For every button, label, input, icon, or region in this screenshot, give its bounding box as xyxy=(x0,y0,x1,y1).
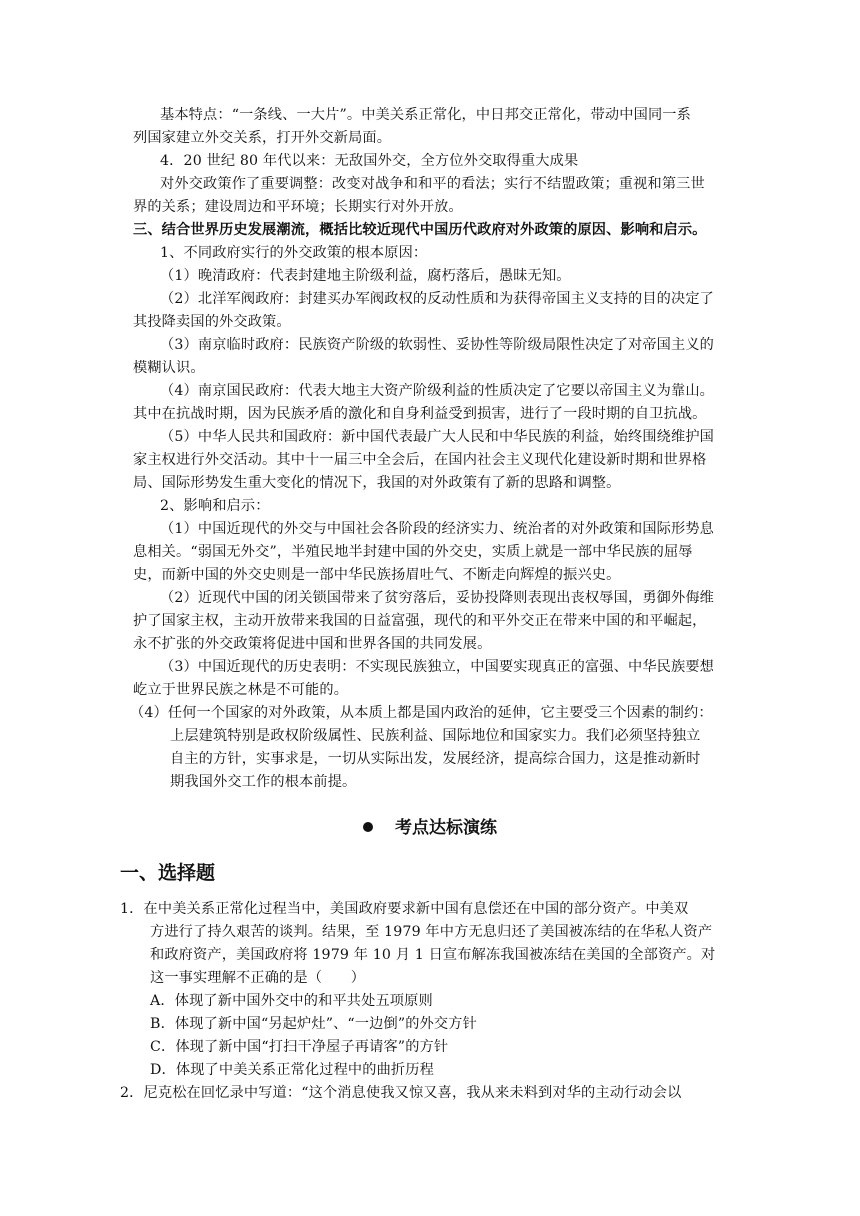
text-line: （1）晚清政府：代表封建地主阶级利益，腐朽落后，愚昧无知。 xyxy=(160,268,571,284)
text-line: 局、国际形势发生重大变化的情况下，我国的对外政策有了新的思路和调整。 xyxy=(133,475,621,491)
option-b: B．体现了新中国“另起炉灶”、“一边倒”的外交方针 xyxy=(150,1016,477,1032)
question-line: 和政府资产，美国政府将 1979 年 10 月 1 日宣布解冻我国被冻结在美国的全部资产。对 xyxy=(150,947,716,963)
section-heading: 三、结合世界历史发展潮流，概括比较近现代中国历代政府对外政策的原因、影响和启示。 xyxy=(133,222,707,238)
option-d: D．体现了中美关系正常化过程中的曲折历程 xyxy=(150,1062,434,1078)
text-line: （3）南京临时政府：民族资产阶级的软弱性、妥协性等阶级局限性决定了对帝国主义的 xyxy=(160,337,715,353)
text-line: 模糊认识。 xyxy=(133,360,205,376)
text-line: （4）任何一个国家的对外政策，从本质上都是国内政治的延伸，它主要受三个因素的制约： xyxy=(130,705,713,721)
text-line: 其中在抗战时期，因为民族矛盾的激化和自身利益受到损害，进行了一段时期的自卫抗战。 xyxy=(133,406,707,422)
option-c: C．体现了新中国“打扫干净屋子再请客”的方针 xyxy=(150,1039,449,1055)
text-line: 屹立于世界民族之林是不可能的。 xyxy=(133,682,349,698)
option-a: A．体现了新中国外交中的和平共处五项原则 xyxy=(150,993,433,1009)
text-line: （3）中国近现代的历史表明：不实现民族独立，中国要实现真正的富强、中华民族要想 xyxy=(160,659,715,675)
text-line: （1）中国近现代的外交与中国社会各阶段的经济实力、统治者的对外政策和国际形势息 xyxy=(160,521,715,537)
text-line: （2）北洋军阀政府：封建买办军阀政权的反动性质和为获得帝国主义支持的目的决定了 xyxy=(160,291,715,307)
bullet-icon xyxy=(363,822,373,832)
text-line: 其投降卖国的外交政策。 xyxy=(133,314,291,330)
text-line: （4）南京国民政府：代表大地主大资产阶级利益的性质决定了它要以帝国主义为靠山。 xyxy=(160,383,715,399)
question-line: 2．尼克松在回忆录中写道：“这个消息使我又惊又喜，我从来未料到对华的主动行动会以 xyxy=(120,1085,682,1101)
section-title xyxy=(0,813,860,838)
text-line: 界的关系；建设周边和平环境；长期实行对外开放。 xyxy=(133,199,463,215)
text-line: 2、影响和启示： xyxy=(160,498,270,514)
text-line: 永不扩张的外交政策将促进中国和世界各国的共同发展。 xyxy=(133,636,492,652)
text-line: （5）中华人民共和国政府：新中国代表最广大人民和中华民族的利益，始终围绕维护国 xyxy=(160,429,715,445)
question-line: 1．在中美关系正常化过程当中，美国政府要求新中国有息偿还在中国的部分资产。中美双 xyxy=(120,901,689,917)
text-line: 息相关。“弱国无外交”，半殖民地半封建中国的外交史，实质上就是一部中华民族的屈辱 xyxy=(133,544,693,560)
text-line: 家主权进行外交活动。其中十一届三中全会后，在国内社会主义现代化建设新时期和世界格 xyxy=(133,452,707,468)
text-line: 基本特点：“一条线、一大片”。中美关系正常化，中日邦交正常化，带动中国同一系 xyxy=(160,107,691,123)
section-title-text: 考点达标演练 xyxy=(395,818,497,838)
text-line: 对外交政策作了重要调整：改变对战争和和平的看法；实行不结盟政策；重视和第三世 xyxy=(160,176,705,192)
text-line: 4．20 世纪 80 年代以来：无敌国外交，全方位外交取得重大成果 xyxy=(160,153,579,169)
text-line: 列国家建立外交关系，打开外交新局面。 xyxy=(133,130,392,146)
text-line: （2）近现代中国的闭关锁国带来了贫穷落后，妥协投降则表现出丧权辱国，勇御外侮维 xyxy=(160,590,715,606)
question-line: 方进行了持久艰苦的谈判。结果，至 1979 年中方无息归还了美国被冻结的在华私人资产 xyxy=(150,924,713,940)
text-line: 1、不同政府实行的外交政策的根本原因： xyxy=(160,245,428,261)
text-line: 史，而新中国的外交史则是一部中华民族扬眉吐气、不断走向辉煌的振兴史。 xyxy=(133,567,621,583)
text-line: 自主的方针，实事求是，一切从实际出发，发展经济，提高综合国力，这是推动新时 xyxy=(170,751,701,767)
heading-multiple-choice: 一、选择题 xyxy=(120,862,216,884)
text-line: 护了国家主权，主动开放带来我国的日益富强，现代的和平外交正在带来中国的和平崛起， xyxy=(133,613,707,629)
text-line: 期我国外交工作的根本前提。 xyxy=(170,774,357,790)
question-line: 这一事实理解不正确的是（ ） xyxy=(150,970,366,986)
text-line: 上层建筑特别是政权阶级属性、民族利益、国际地位和国家实力。我们必须坚持独立 xyxy=(170,728,701,744)
